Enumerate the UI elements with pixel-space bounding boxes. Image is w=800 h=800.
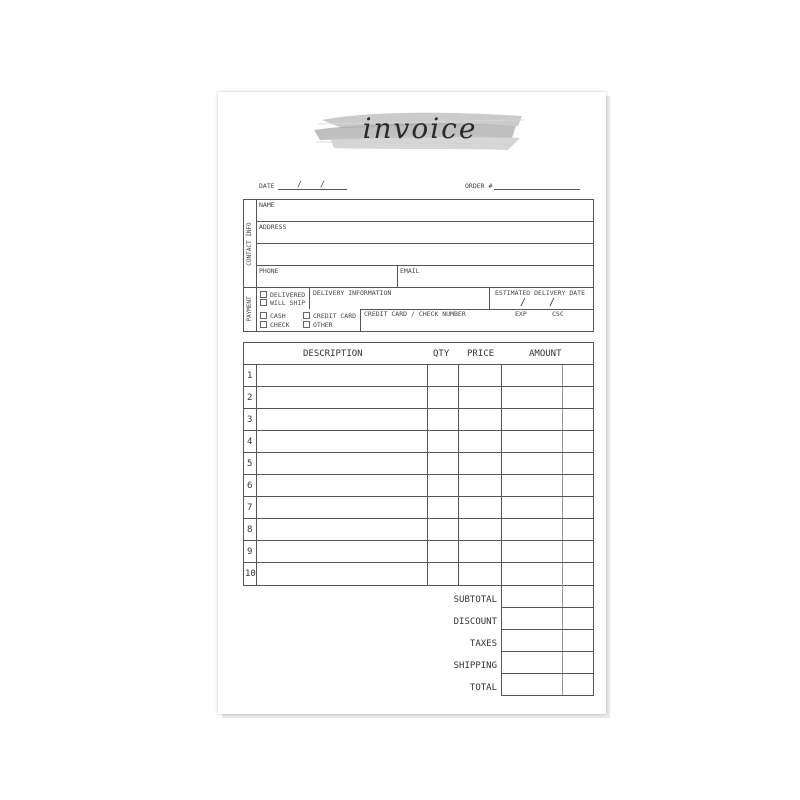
table-row-line	[243, 386, 594, 387]
exp-label: EXP	[515, 310, 527, 318]
other-label: OTHER	[313, 321, 333, 329]
table-row-line	[243, 540, 594, 541]
order-label: ORDER #	[465, 182, 493, 190]
est-delivery-slash-1: /	[520, 297, 527, 308]
discount-label: DISCOUNT	[453, 617, 497, 627]
totals-row-line	[501, 607, 594, 608]
totals-row-line	[501, 651, 594, 652]
cash-checkbox[interactable]	[260, 312, 267, 319]
table-column-line	[593, 586, 594, 696]
table-column-line	[427, 364, 428, 586]
totals-row-line	[501, 695, 594, 696]
column-header-description: DESCRIPTION	[303, 349, 363, 359]
row-number: 5	[247, 459, 253, 469]
shipping-label: SHIPPING	[453, 661, 497, 671]
payment-line	[309, 287, 310, 309]
row-number: 10	[245, 569, 256, 579]
credit-card-label: CREDIT CARD	[313, 312, 357, 320]
row-number: 4	[247, 437, 253, 447]
payment-label: PAYMENT	[246, 296, 253, 322]
table-row-line	[243, 430, 594, 431]
payment-line	[360, 309, 361, 332]
subtotal-label: SUBTOTAL	[453, 595, 497, 605]
other-checkbox[interactable]	[303, 321, 310, 328]
name-label: NAME	[259, 201, 275, 209]
total-label: TOTAL	[469, 683, 497, 693]
contact-line	[256, 265, 594, 266]
credit-card-checkbox[interactable]	[303, 312, 310, 319]
table-row-line	[243, 562, 594, 563]
date-label: DATE	[259, 182, 275, 190]
email-label: EMAIL	[400, 267, 420, 275]
table-row-line	[243, 408, 594, 409]
table-row-line	[243, 518, 594, 519]
totals-row-line	[501, 673, 594, 674]
row-number: 6	[247, 481, 253, 491]
table-row-line	[243, 474, 594, 475]
cash-label: CASH	[270, 312, 286, 320]
order-number-field[interactable]	[494, 189, 580, 190]
delivery-info-label: DELIVERY INFORMATION	[313, 289, 392, 297]
csc-label: CSC	[552, 310, 564, 318]
table-column-line	[458, 364, 459, 586]
table-row-line	[243, 452, 594, 453]
contact-line	[256, 243, 594, 244]
column-header-qty: QTY	[433, 349, 450, 359]
totals-row-line	[501, 629, 594, 630]
will-ship-label: WILL SHIP	[270, 299, 306, 307]
check-checkbox[interactable]	[260, 321, 267, 328]
row-number: 9	[247, 547, 253, 557]
table-column-line	[501, 364, 502, 696]
date-field[interactable]	[278, 189, 347, 190]
column-header-price: PRICE	[467, 349, 495, 359]
row-number: 7	[247, 503, 253, 513]
est-delivery-label: ESTIMATED DELIVERY DATE	[495, 289, 586, 297]
est-delivery-slash-2: /	[549, 297, 556, 308]
check-label: CHECK	[270, 321, 290, 329]
cc-number-label: CREDIT CARD / CHECK NUMBER	[364, 310, 466, 318]
items-table	[243, 342, 594, 586]
date-slash-2: /	[320, 180, 325, 189]
row-number: 8	[247, 525, 253, 535]
table-row-line	[243, 364, 594, 365]
phone-label: PHONE	[259, 267, 279, 275]
contact-line	[397, 265, 398, 288]
row-number: 2	[247, 393, 253, 403]
delivered-label: DELIVERED	[270, 291, 306, 299]
row-number: 3	[247, 415, 253, 425]
table-column-line	[562, 364, 563, 696]
table-row-line	[243, 496, 594, 497]
column-header-amount: AMOUNT	[529, 349, 562, 359]
contact-line	[256, 221, 594, 222]
contact-info-label: CONTACT INFO	[246, 222, 253, 266]
payment-line	[489, 287, 490, 309]
invoice-title: invoice	[362, 112, 478, 145]
table-column-line	[256, 364, 257, 586]
row-number: 1	[247, 371, 253, 381]
taxes-label: TAXES	[469, 639, 497, 649]
will-ship-checkbox[interactable]	[260, 299, 267, 306]
address-label: ADDRESS	[259, 223, 287, 231]
payment-divider	[256, 287, 257, 332]
delivered-checkbox[interactable]	[260, 291, 267, 298]
date-slash-1: /	[297, 180, 302, 189]
